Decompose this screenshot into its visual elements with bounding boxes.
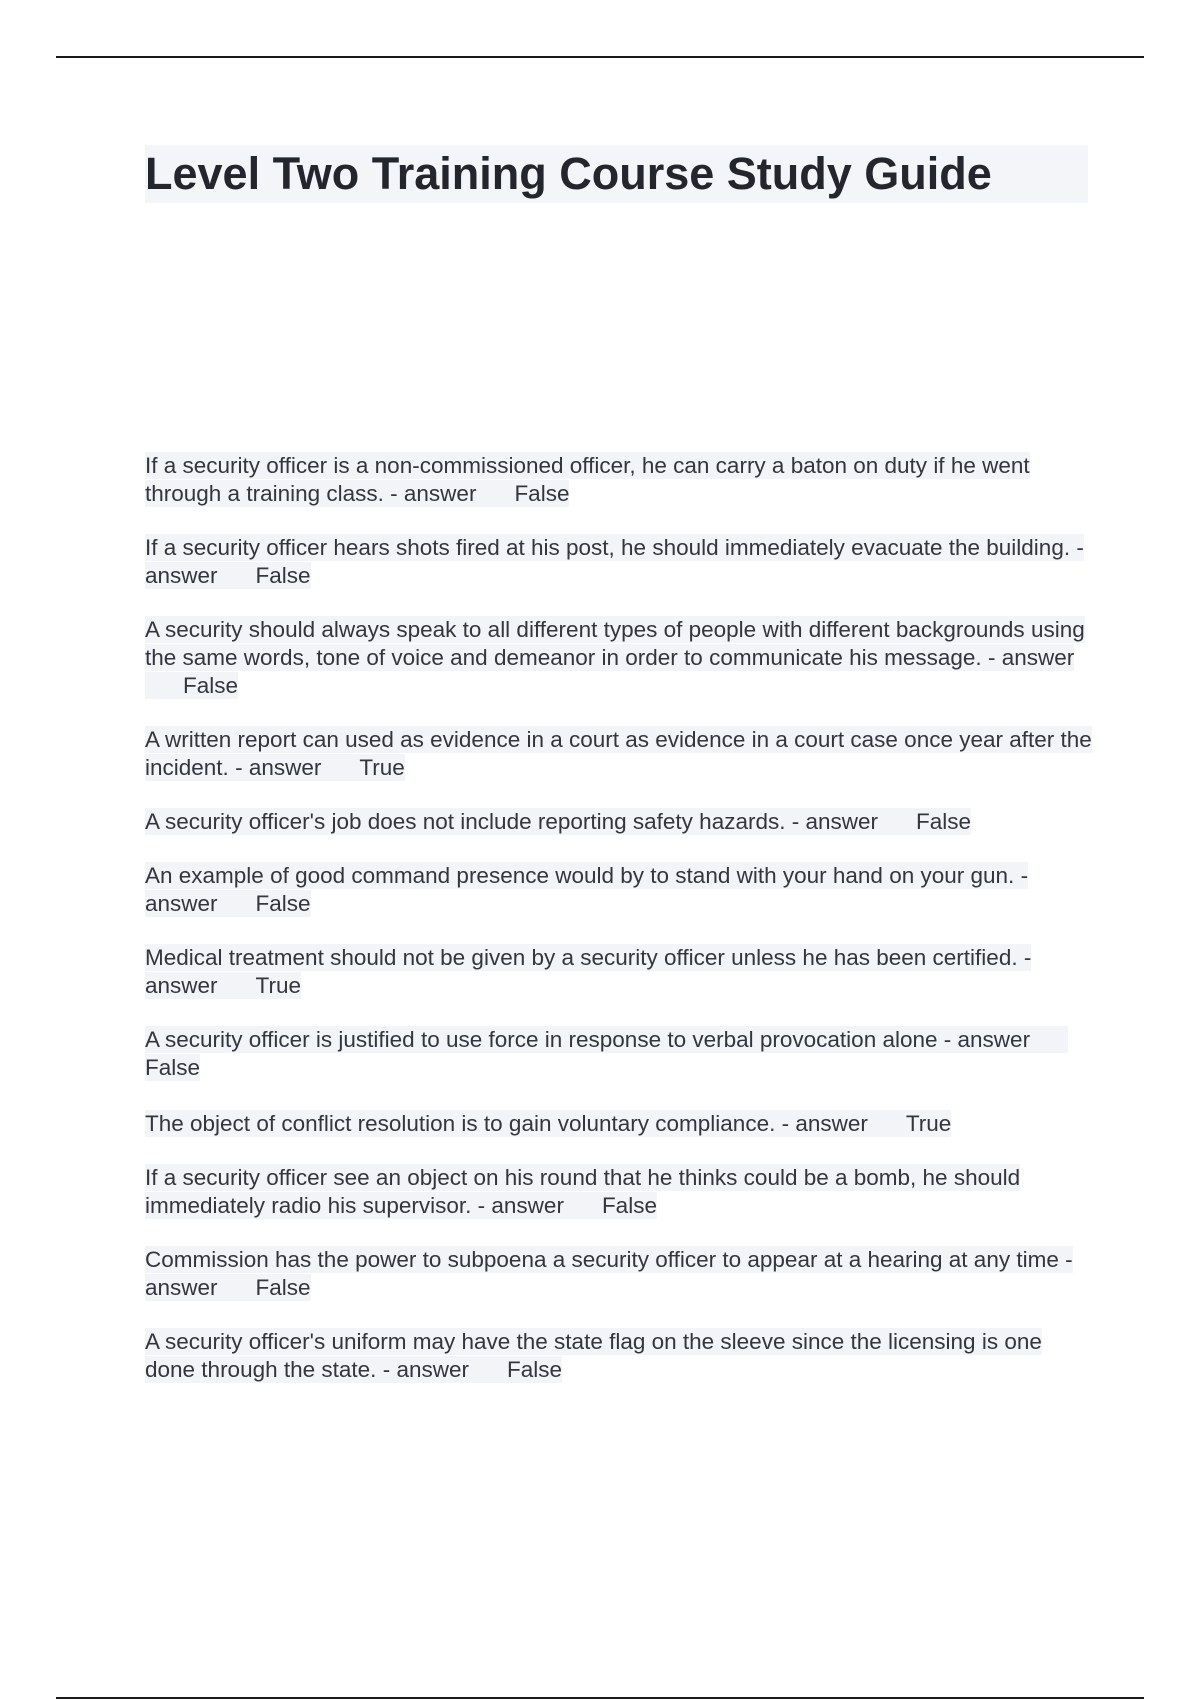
answer-marker: - answer [791,809,879,834]
answer-marker: - answer [145,1247,1073,1300]
qa-item [145,862,1095,918]
qa-item [145,534,1095,590]
question-text: A security should always speak to all different types of people with different backgrounds using the same words, tone of voice and demeanor in order to communicate his message. [145,617,1085,670]
answer-text: True [905,1111,952,1136]
answer-marker: - answer [477,1193,564,1218]
question-text: If a security officer see an object on his round that he thinks could be a bomb, he should immediately radio his supervisor. [145,1165,1021,1218]
question-text: If a security officer is a non-commissioned officer, he can carry a baton on duty if he went through a training class. [145,453,1030,506]
question-text: A security officer is justified to use force in response to verbal provocation alone [145,1027,938,1052]
answer-text: False [145,1055,201,1080]
qa-item [145,726,1095,782]
qa-list [145,452,1095,1410]
answer-text: False [255,891,311,916]
answer-marker: - answer [390,481,477,506]
qa-item [145,616,1095,700]
question-text: Commission has the power to subpoena a security officer to appear at a hearing at any time [145,1247,1059,1272]
question-text: If a security officer hears shots fired at his post, he should immediately evacuate the building. [145,535,1071,560]
question-text: The object of conflict resolution is to gain voluntary compliance. [145,1111,776,1136]
answer-marker: - answer [145,863,1029,916]
qa-item [145,1246,1095,1302]
document-title: Level Two Training Course Study Guide [145,148,992,199]
qa-item [145,1328,1095,1384]
question-text: A security officer's uniform may have the state flag on the sleeve since the licensing is one done through the state. [145,1329,1042,1382]
question-text: A written report can used as evidence in a court as evidence in a court case once year after the incident. [145,727,1092,780]
bottom-rule [56,1697,1144,1699]
qa-item [145,452,1095,508]
answer-marker: - answer [145,535,1084,588]
answer-text: True [255,973,301,998]
answer-text: True [359,755,405,780]
qa-item [145,1110,1095,1138]
answer-text: False [514,481,570,506]
title-block [145,145,1088,203]
answer-marker: - answer [781,1111,868,1136]
answer-text: False [506,1357,563,1382]
answer-marker: - answer [943,1027,1031,1052]
top-rule [56,56,1144,58]
question-text: A security officer's job does not include reporting safety hazards. [145,809,786,834]
qa-item [145,944,1095,1000]
answer-marker: - answer [145,945,1032,998]
question-text: An example of good command presence would by to stand with your hand on your gun. [145,863,1015,888]
answer-text: False [916,809,972,834]
qa-item [145,1026,1095,1082]
answer-text: False [601,1193,657,1218]
answer-marker: - answer [235,755,322,780]
answer-text: False [255,563,311,588]
answer-text: False [255,1275,311,1300]
question-text: Medical treatment should not be given by a security officer unless he has been certified. [145,945,1018,970]
answer-marker: - answer [987,645,1075,670]
answer-text: False [183,673,239,698]
qa-item [145,808,1095,836]
qa-item [145,1164,1095,1220]
answer-marker: - answer [382,1357,469,1382]
